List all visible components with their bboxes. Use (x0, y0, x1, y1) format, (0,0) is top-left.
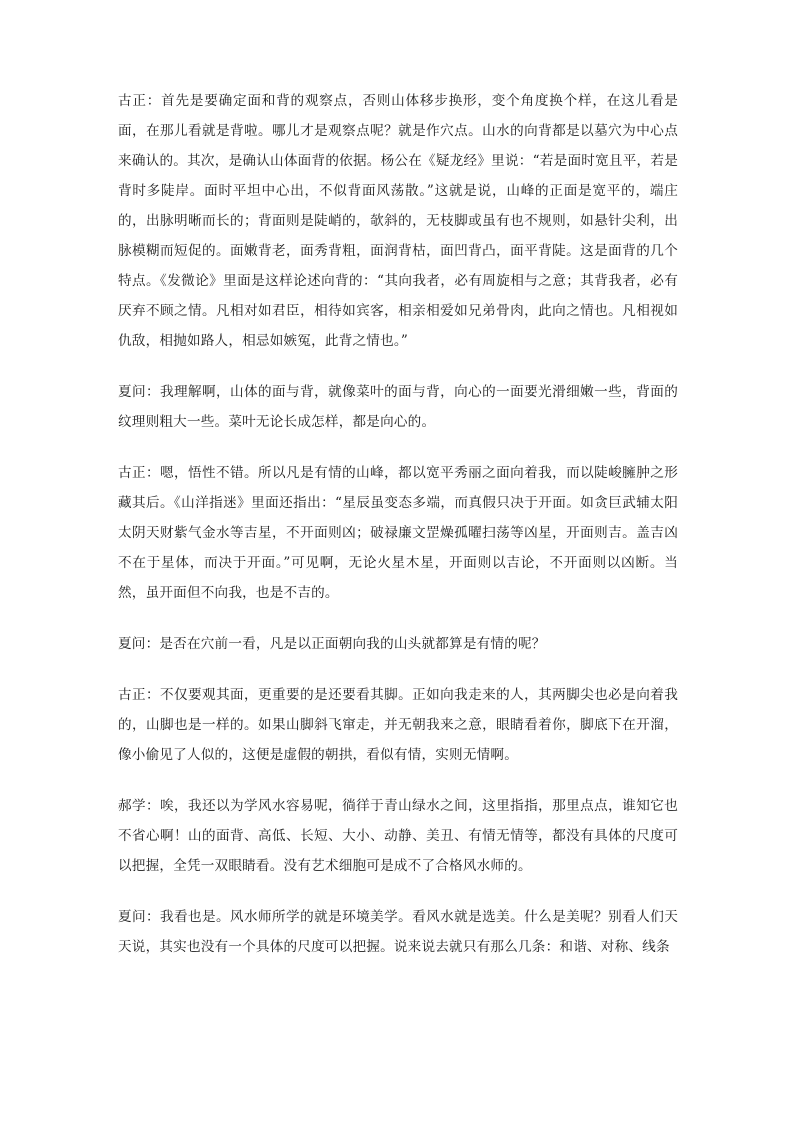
paragraph-gu-zheng-1: 古正：首先是要确定面和背的观察点，否则山体移步换形，变个角度换个样，在这儿看是面，在那儿看就是背啦。哪儿才是观察点呢？就是作穴点。山水的向背都是以墓穴为中心点来确认的。其次，是确认山体面背的依据。杨公在《疑龙经》里说：“若是面时宽且平，若是背时多陡岸。面时平坦中心出，不似背面风荡散。”这就是说，山峰的正面是宽平的，端庄的，出脉明晰而长的；背面则是陡峭的，欹斜的，无枝脚或虽有也不规则，如悬针尖利，出脉模糊而短促的。面嫩背老，面秀背粗，面润背枯，面凹背凸，面平背陡。这是面背的几个特点。《发微论》里面是这样论述向背的：“其向我者，必有周旋相与之意；其背我者，必有厌弃不顾之情。凡相对如君臣，相待如宾客，相亲相爱如兄弟骨肉，此向之情也。凡相视如仇敌，相抛如路人，相忌如嫉冤，此背之情也。” (118, 93, 678, 349)
paragraph-xia-wen-3: 夏问：我看也是。风水师所学的就是环境美学。看风水就是选美。什么是美呢？别看人们天天说，其实也没有一个具体的尺度可以把握。说来说去就只有那么几条：和谐、对称、线条 (118, 909, 678, 955)
document-page (118, 86, 678, 983)
paragraph-gu-zheng-3: 古正：不仅要观其面，更重要的是还要看其脚。正如向我走来的人，其两脚尖也必是向着我的，山脚也是一样的。如果山脚斜飞窜走，并无朝我来之意，眼睛看着你，脚底下在开溜，像小偷见了人似的，这便是虚假的朝拱，看似有情，实则无情啊。 (118, 687, 678, 763)
paragraph-xia-wen-1: 夏问：我理解啊，山体的面与背，就像菜叶的面与背，向心的一面要光滑细嫩一些，背面的纹理则粗大一些。菜叶无论长成怎样，都是向心的。 (118, 384, 678, 430)
paragraph-gu-zheng-2: 古正：嗯，悟性不错。所以凡是有情的山峰，都以宽平秀丽之面向着我，而以陡峻臃肿之形藏其后。《山洋指迷》里面还指出：“星辰虽变态多端，而真假只决于开面。如贪巨武辅太阳太阴天财紫气金水等吉星，不开面则凶；破禄廉文罡燥孤曜扫荡等凶星，开面则吉。盖吉凶不在于星体，而决于开面。”可见啊，无论火星木星，开面则以吉论，不开面则以凶断。当然，虽开面但不向我，也是不吉的。 (118, 465, 678, 601)
paragraph-hao-xue-1: 郝学：唉，我还以为学风水容易呢，徜徉于青山绿水之间，这里指指，那里点点，谁知它也不省心啊！山的面背、高低、长短、大小、动静、美丑、有情无情等，都没有具体的尺度可以把握，全凭一双眼睛看。没有艺术细胞可是成不了合格风水师的。 (118, 798, 678, 874)
paragraph-xia-wen-2: 夏问：是否在穴前一看，凡是以正面朝向我的山头就都算是有情的呢？ (118, 636, 546, 652)
